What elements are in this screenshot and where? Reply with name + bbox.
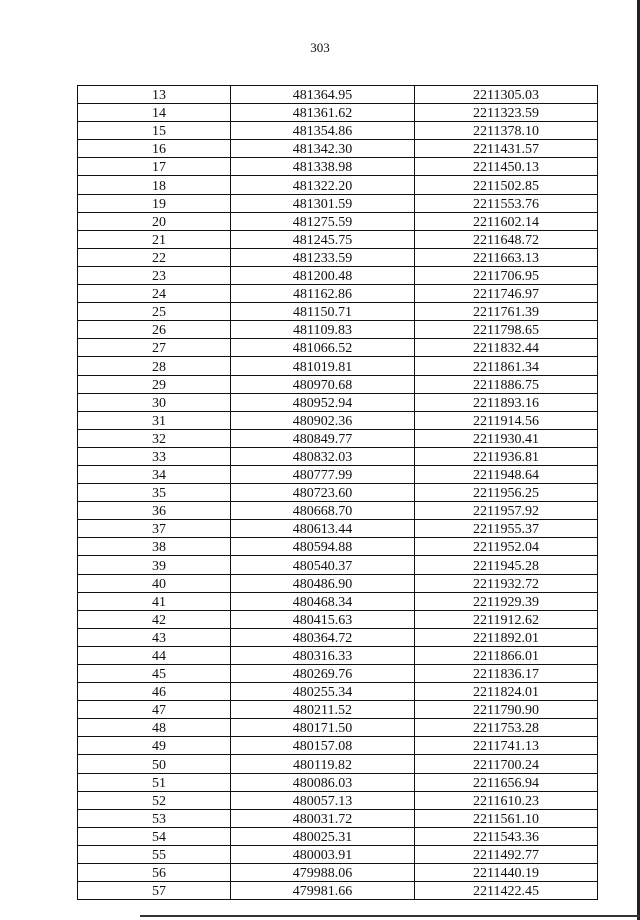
y-coordinate-cell: 2211932.72 xyxy=(415,574,598,592)
x-coordinate-cell: 480540.37 xyxy=(231,556,415,574)
y-coordinate-cell: 2211422.45 xyxy=(415,882,598,900)
x-coordinate-cell: 480832.03 xyxy=(231,447,415,465)
table-row xyxy=(78,393,598,411)
x-coordinate-cell: 480025.31 xyxy=(231,827,415,845)
table-row xyxy=(78,882,598,900)
table-row xyxy=(78,646,598,664)
table-row xyxy=(78,574,598,592)
y-coordinate-cell: 2211323.59 xyxy=(415,104,598,122)
table-row xyxy=(78,212,598,230)
point-number-cell: 15 xyxy=(78,122,231,140)
x-coordinate-cell: 480486.90 xyxy=(231,574,415,592)
point-number-cell: 28 xyxy=(78,357,231,375)
x-coordinate-cell: 480364.72 xyxy=(231,628,415,646)
x-coordinate-cell: 481364.95 xyxy=(231,86,415,104)
y-coordinate-cell: 2211602.14 xyxy=(415,212,598,230)
y-coordinate-cell: 2211610.23 xyxy=(415,791,598,809)
point-number-cell: 18 xyxy=(78,176,231,194)
y-coordinate-cell: 2211832.44 xyxy=(415,339,598,357)
x-coordinate-cell: 481066.52 xyxy=(231,339,415,357)
point-number-cell: 14 xyxy=(78,104,231,122)
table-row xyxy=(78,104,598,122)
point-number-cell: 46 xyxy=(78,683,231,701)
table-row xyxy=(78,176,598,194)
y-coordinate-cell: 2211929.39 xyxy=(415,592,598,610)
table-row xyxy=(78,845,598,863)
y-coordinate-cell: 2211798.65 xyxy=(415,321,598,339)
y-coordinate-cell: 2211706.95 xyxy=(415,266,598,284)
point-number-cell: 52 xyxy=(78,791,231,809)
table-row xyxy=(78,484,598,502)
table-row xyxy=(78,737,598,755)
table-row xyxy=(78,122,598,140)
y-coordinate-cell: 2211561.10 xyxy=(415,809,598,827)
point-number-cell: 29 xyxy=(78,375,231,393)
x-coordinate-cell: 481019.81 xyxy=(231,357,415,375)
x-coordinate-cell: 480902.36 xyxy=(231,411,415,429)
point-number-cell: 32 xyxy=(78,429,231,447)
point-number-cell: 41 xyxy=(78,592,231,610)
y-coordinate-cell: 2211656.94 xyxy=(415,773,598,791)
table-row xyxy=(78,230,598,248)
table-row xyxy=(78,628,598,646)
table-row xyxy=(78,502,598,520)
point-number-cell: 33 xyxy=(78,447,231,465)
table-row xyxy=(78,321,598,339)
x-coordinate-cell: 481109.83 xyxy=(231,321,415,339)
point-number-cell: 30 xyxy=(78,393,231,411)
y-coordinate-cell: 2211440.19 xyxy=(415,864,598,882)
x-coordinate-cell: 480952.94 xyxy=(231,393,415,411)
table-row xyxy=(78,465,598,483)
table-row xyxy=(78,140,598,158)
table-row xyxy=(78,683,598,701)
x-coordinate-cell: 481361.62 xyxy=(231,104,415,122)
y-coordinate-cell: 2211952.04 xyxy=(415,538,598,556)
table-row xyxy=(78,194,598,212)
y-coordinate-cell: 2211886.75 xyxy=(415,375,598,393)
y-coordinate-cell: 2211502.85 xyxy=(415,176,598,194)
point-number-cell: 45 xyxy=(78,665,231,683)
point-number-cell: 20 xyxy=(78,212,231,230)
y-coordinate-cell: 2211866.01 xyxy=(415,646,598,664)
table-row xyxy=(78,773,598,791)
table-row xyxy=(78,357,598,375)
y-coordinate-cell: 2211700.24 xyxy=(415,755,598,773)
y-coordinate-cell: 2211957.92 xyxy=(415,502,598,520)
x-coordinate-cell: 480171.50 xyxy=(231,719,415,737)
x-coordinate-cell: 480970.68 xyxy=(231,375,415,393)
table-row xyxy=(78,375,598,393)
table-row xyxy=(78,827,598,845)
y-coordinate-cell: 2211955.37 xyxy=(415,520,598,538)
x-coordinate-cell: 479988.06 xyxy=(231,864,415,882)
x-coordinate-cell: 481200.48 xyxy=(231,266,415,284)
page-number: 303 xyxy=(310,40,330,55)
table-row xyxy=(78,266,598,284)
point-number-cell: 38 xyxy=(78,538,231,556)
point-number-cell: 23 xyxy=(78,266,231,284)
y-coordinate-cell: 2211543.36 xyxy=(415,827,598,845)
point-number-cell: 31 xyxy=(78,411,231,429)
y-coordinate-cell: 2211930.41 xyxy=(415,429,598,447)
x-coordinate-cell: 481245.75 xyxy=(231,230,415,248)
x-coordinate-cell: 480777.99 xyxy=(231,465,415,483)
table-row xyxy=(78,809,598,827)
x-coordinate-cell: 480119.82 xyxy=(231,755,415,773)
point-number-cell: 56 xyxy=(78,864,231,882)
table-row xyxy=(78,86,598,104)
x-coordinate-cell: 480031.72 xyxy=(231,809,415,827)
table-row xyxy=(78,411,598,429)
x-coordinate-cell: 481342.30 xyxy=(231,140,415,158)
table-row xyxy=(78,303,598,321)
table-row xyxy=(78,610,598,628)
table-row xyxy=(78,248,598,266)
point-number-cell: 54 xyxy=(78,827,231,845)
x-coordinate-cell: 481338.98 xyxy=(231,158,415,176)
table-row xyxy=(78,755,598,773)
y-coordinate-cell: 2211492.77 xyxy=(415,845,598,863)
x-coordinate-cell: 481301.59 xyxy=(231,194,415,212)
y-coordinate-cell: 2211553.76 xyxy=(415,194,598,212)
table-row xyxy=(78,520,598,538)
point-number-cell: 22 xyxy=(78,248,231,266)
x-coordinate-cell: 481150.71 xyxy=(231,303,415,321)
point-number-cell: 13 xyxy=(78,86,231,104)
point-number-cell: 40 xyxy=(78,574,231,592)
table-row xyxy=(78,665,598,683)
table-row xyxy=(78,791,598,809)
y-coordinate-cell: 2211746.97 xyxy=(415,285,598,303)
point-number-cell: 36 xyxy=(78,502,231,520)
coordinates-table xyxy=(77,85,598,900)
y-coordinate-cell: 2211741.13 xyxy=(415,737,598,755)
x-coordinate-cell: 480849.77 xyxy=(231,429,415,447)
x-coordinate-cell: 481322.20 xyxy=(231,176,415,194)
table-row xyxy=(78,592,598,610)
y-coordinate-cell: 2211753.28 xyxy=(415,719,598,737)
x-coordinate-cell: 480211.52 xyxy=(231,701,415,719)
coordinates-table-body xyxy=(78,86,598,900)
y-coordinate-cell: 2211912.62 xyxy=(415,610,598,628)
x-coordinate-cell: 481275.59 xyxy=(231,212,415,230)
y-coordinate-cell: 2211945.28 xyxy=(415,556,598,574)
point-number-cell: 21 xyxy=(78,230,231,248)
x-coordinate-cell: 481354.86 xyxy=(231,122,415,140)
x-coordinate-cell: 480003.91 xyxy=(231,845,415,863)
x-coordinate-cell: 481162.86 xyxy=(231,285,415,303)
point-number-cell: 50 xyxy=(78,755,231,773)
table-row xyxy=(78,339,598,357)
x-coordinate-cell: 480415.63 xyxy=(231,610,415,628)
y-coordinate-cell: 2211893.16 xyxy=(415,393,598,411)
y-coordinate-cell: 2211761.39 xyxy=(415,303,598,321)
x-coordinate-cell: 480086.03 xyxy=(231,773,415,791)
table-row xyxy=(78,447,598,465)
point-number-cell: 16 xyxy=(78,140,231,158)
point-number-cell: 19 xyxy=(78,194,231,212)
table-row xyxy=(78,538,598,556)
table-row xyxy=(78,429,598,447)
point-number-cell: 37 xyxy=(78,520,231,538)
x-coordinate-cell: 480468.34 xyxy=(231,592,415,610)
y-coordinate-cell: 2211790.90 xyxy=(415,701,598,719)
point-number-cell: 44 xyxy=(78,646,231,664)
point-number-cell: 49 xyxy=(78,737,231,755)
point-number-cell: 24 xyxy=(78,285,231,303)
x-coordinate-cell: 480723.60 xyxy=(231,484,415,502)
point-number-cell: 43 xyxy=(78,628,231,646)
table-row xyxy=(78,285,598,303)
scan-edge-bottom xyxy=(140,915,640,917)
y-coordinate-cell: 2211861.34 xyxy=(415,357,598,375)
y-coordinate-cell: 2211914.56 xyxy=(415,411,598,429)
x-coordinate-cell: 480594.88 xyxy=(231,538,415,556)
point-number-cell: 47 xyxy=(78,701,231,719)
y-coordinate-cell: 2211378.10 xyxy=(415,122,598,140)
point-number-cell: 48 xyxy=(78,719,231,737)
table-row xyxy=(78,701,598,719)
y-coordinate-cell: 2211892.01 xyxy=(415,628,598,646)
point-number-cell: 27 xyxy=(78,339,231,357)
x-coordinate-cell: 480057.13 xyxy=(231,791,415,809)
point-number-cell: 34 xyxy=(78,465,231,483)
point-number-cell: 39 xyxy=(78,556,231,574)
y-coordinate-cell: 2211936.81 xyxy=(415,447,598,465)
y-coordinate-cell: 2211648.72 xyxy=(415,230,598,248)
x-coordinate-cell: 480269.76 xyxy=(231,665,415,683)
point-number-cell: 57 xyxy=(78,882,231,900)
x-coordinate-cell: 480668.70 xyxy=(231,502,415,520)
y-coordinate-cell: 2211956.25 xyxy=(415,484,598,502)
y-coordinate-cell: 2211824.01 xyxy=(415,683,598,701)
table-row xyxy=(78,864,598,882)
x-coordinate-cell: 480157.08 xyxy=(231,737,415,755)
x-coordinate-cell: 480255.34 xyxy=(231,683,415,701)
y-coordinate-cell: 2211305.03 xyxy=(415,86,598,104)
point-number-cell: 25 xyxy=(78,303,231,321)
y-coordinate-cell: 2211431.57 xyxy=(415,140,598,158)
x-coordinate-cell: 480316.33 xyxy=(231,646,415,664)
point-number-cell: 55 xyxy=(78,845,231,863)
point-number-cell: 17 xyxy=(78,158,231,176)
x-coordinate-cell: 481233.59 xyxy=(231,248,415,266)
point-number-cell: 42 xyxy=(78,610,231,628)
table-row xyxy=(78,556,598,574)
point-number-cell: 53 xyxy=(78,809,231,827)
y-coordinate-cell: 2211948.64 xyxy=(415,465,598,483)
y-coordinate-cell: 2211663.13 xyxy=(415,248,598,266)
point-number-cell: 51 xyxy=(78,773,231,791)
y-coordinate-cell: 2211450.13 xyxy=(415,158,598,176)
x-coordinate-cell: 480613.44 xyxy=(231,520,415,538)
table-row xyxy=(78,158,598,176)
y-coordinate-cell: 2211836.17 xyxy=(415,665,598,683)
table-row xyxy=(78,719,598,737)
x-coordinate-cell: 479981.66 xyxy=(231,882,415,900)
point-number-cell: 26 xyxy=(78,321,231,339)
point-number-cell: 35 xyxy=(78,484,231,502)
